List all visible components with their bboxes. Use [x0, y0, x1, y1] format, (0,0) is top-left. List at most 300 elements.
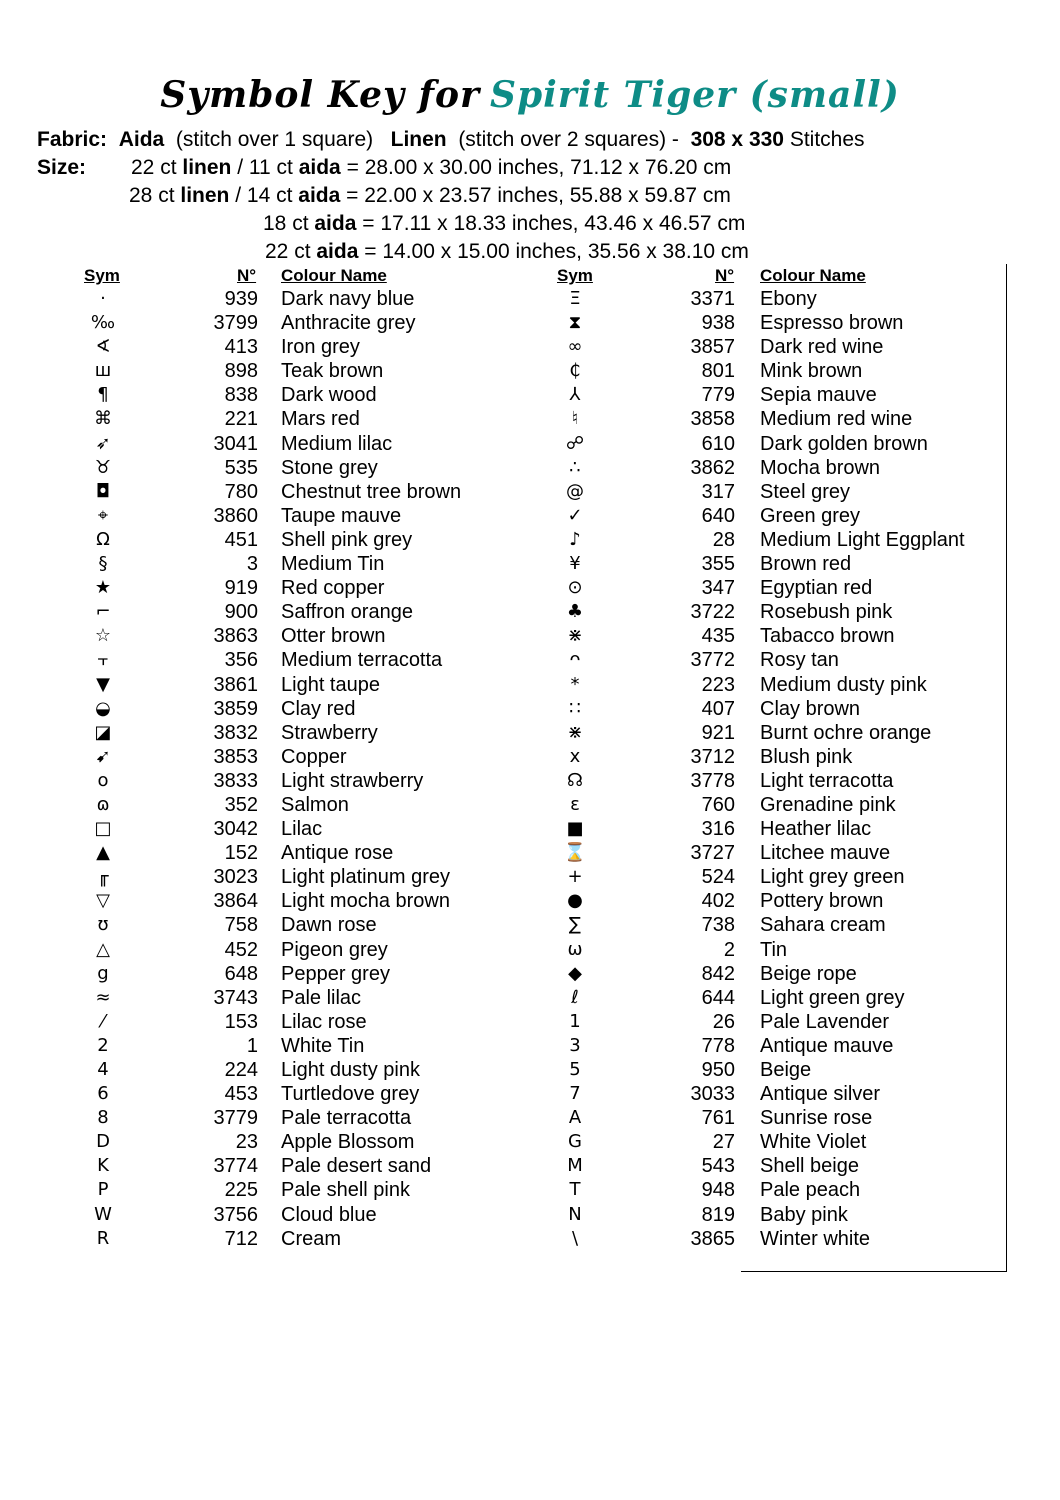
symbol-right: G: [568, 1131, 582, 1153]
table-row: [0, 287, 1060, 311]
symbol-right: 7: [569, 1083, 581, 1105]
number-right: 938: [701, 312, 735, 335]
colour-name-right: Dark red wine: [760, 336, 884, 359]
number-right: 779: [701, 384, 735, 407]
number-right: 819: [701, 1203, 735, 1226]
number-right: 738: [701, 914, 735, 937]
number-left: 3799: [213, 312, 258, 335]
colour-name-right: Brown red: [760, 553, 852, 576]
symbol-right: ⋇: [567, 625, 583, 647]
symbol-right: +: [567, 866, 583, 888]
stitch-count: 308 x 330: [690, 128, 784, 151]
colour-name-right: Antique mauve: [760, 1034, 894, 1057]
colour-name-left: Otter brown: [281, 625, 386, 648]
number-left: 780: [224, 480, 258, 503]
number-right: 3865: [690, 1227, 735, 1250]
table-row: [0, 600, 1060, 624]
colour-name-right: Heather lilac: [760, 818, 872, 841]
symbol-right: ♣: [566, 601, 584, 623]
header-name-right: Colour Name: [760, 266, 866, 285]
number-right: 3778: [690, 769, 735, 792]
symbol-left: ╓: [97, 866, 109, 888]
number-left: 3: [246, 553, 258, 576]
number-right: 317: [701, 480, 735, 503]
symbol-right: ⌛: [563, 842, 587, 864]
number-left: 153: [224, 1010, 258, 1033]
number-right: 402: [701, 890, 735, 913]
number-left: 413: [224, 336, 258, 359]
header-num-right: N°: [715, 266, 735, 285]
symbol-left: ▲: [96, 842, 110, 864]
number-left: 900: [224, 601, 258, 624]
number-right: 543: [701, 1155, 735, 1178]
colour-name-right: Grenadine pink: [760, 793, 896, 816]
number-right: 316: [701, 818, 735, 841]
symbol-left: ∢: [95, 336, 111, 358]
colour-name-left: Strawberry: [281, 721, 378, 744]
colour-name-right: Rosy tan: [760, 649, 839, 672]
number-left: 898: [224, 360, 258, 383]
colour-name-left: Copper: [281, 745, 347, 768]
symbol-right: ■: [566, 818, 584, 840]
number-left: 452: [224, 938, 258, 961]
colour-name-left: Anthracite grey: [281, 312, 416, 335]
number-right: 644: [701, 986, 735, 1009]
table-row: [0, 841, 1060, 865]
colour-name-left: Pepper grey: [281, 962, 390, 985]
colour-name-left: Taupe mauve: [281, 504, 402, 527]
table-row: [0, 359, 1060, 383]
symbol-right: A: [568, 1107, 582, 1129]
number-left: 3859: [213, 697, 258, 720]
number-left: 838: [224, 384, 258, 407]
number-left: 152: [224, 842, 258, 865]
colour-name-right: Pale peach: [760, 1179, 861, 1202]
colour-name-right: Sunrise rose: [760, 1107, 873, 1130]
colour-name-right: Beige: [760, 1059, 812, 1081]
size-line-2: 28 ct linen / 14 ct aida = 22.00 x 23.57 inches, 55.88 x 59.87 cm: [129, 184, 731, 207]
colour-name-left: Medium Tin: [281, 553, 385, 576]
number-left: 3042: [213, 818, 258, 841]
symbol-left: 6: [97, 1083, 109, 1105]
number-right: 801: [701, 360, 735, 383]
colour-name-right: Pale Lavender: [760, 1010, 889, 1033]
number-left: 3864: [213, 890, 258, 913]
colour-name-left: Medium terracotta: [281, 649, 443, 672]
colour-name-left: White Tin: [281, 1034, 365, 1057]
table-row: [0, 745, 1060, 769]
symbol-right: ⧗: [568, 312, 582, 334]
colour-name-right: Clay brown: [760, 697, 861, 720]
size-line-4: 22 ct aida = 14.00 x 15.00 inches, 35.56 x 38.10 cm: [265, 240, 749, 263]
fabric-linen-note: (stitch over 2 squares) -: [458, 128, 679, 151]
number-left: 221: [224, 408, 258, 431]
table-row: [0, 1203, 1060, 1227]
symbol-left: ‰: [90, 312, 116, 334]
table-row: [0, 1058, 1060, 1082]
number-right: 28: [712, 528, 735, 551]
table-row: [0, 624, 1060, 648]
symbol-right: ∑: [568, 914, 582, 936]
header-sym-left: Sym: [84, 266, 120, 285]
number-right: 640: [701, 504, 735, 527]
number-left: 758: [224, 914, 258, 937]
colour-name-right: Green grey: [760, 504, 861, 527]
number-left: 23: [235, 1131, 258, 1154]
colour-name-left: Chestnut tree brown: [281, 480, 462, 503]
table-row: [0, 1130, 1060, 1154]
colour-name-right: Light terracotta: [760, 769, 894, 792]
colour-name-left: Light mocha brown: [281, 890, 450, 913]
number-right: 355: [701, 553, 735, 576]
number-right: 3858: [690, 408, 735, 431]
number-right: 3712: [690, 745, 735, 768]
number-left: 3774: [213, 1155, 258, 1178]
table-row: [0, 576, 1060, 600]
colour-name-right: Espresso brown: [760, 312, 904, 335]
symbol-right: 5: [569, 1059, 581, 1080]
symbol-right: 3: [569, 1034, 581, 1056]
symbol-left: ⫟: [97, 649, 109, 671]
number-left: 3023: [213, 866, 258, 889]
colour-name-left: Turtledove grey: [281, 1083, 420, 1106]
table-right-border: [1006, 264, 1007, 1272]
colour-name-left: Mars red: [281, 408, 360, 431]
symbol-right: ☍: [565, 432, 585, 454]
fabric-aida: Aida: [118, 128, 165, 151]
number-right: 407: [701, 697, 735, 720]
symbol-right: T: [569, 1179, 581, 1201]
table-row: [0, 817, 1060, 841]
number-left: 3041: [213, 432, 258, 455]
symbol-left: ⌐: [95, 601, 111, 623]
number-left: 3833: [213, 769, 258, 792]
symbol-left: ш: [94, 360, 112, 382]
symbol-right: ♪: [569, 528, 581, 550]
header-sym-right: Sym: [557, 266, 593, 285]
colour-name-left: Pale lilac: [281, 986, 362, 1009]
symbol-left: ⁄: [101, 1010, 105, 1032]
symbol-left: ▼: [96, 673, 110, 695]
colour-name-left: Saffron orange: [281, 601, 413, 624]
symbol-right: ε: [570, 793, 580, 815]
colour-name-right: Medium dusty pink: [760, 673, 927, 696]
colour-name-right: Medium red wine: [760, 408, 913, 431]
table-row: [0, 986, 1060, 1010]
number-right: 3862: [690, 456, 735, 479]
colour-name-left: Dark wood: [281, 384, 377, 407]
colour-name-right: Beige rope: [760, 962, 857, 985]
symbol-left: ⌘: [94, 408, 112, 430]
colour-name-right: Mink brown: [760, 360, 863, 383]
symbol-left: o: [97, 769, 109, 791]
symbol-right: ☊: [567, 769, 583, 791]
size-line-3: 18 ct aida = 17.11 x 18.33 inches, 43.46 x 46.57 cm: [263, 212, 746, 235]
table-row: [0, 552, 1060, 576]
number-left: 3860: [213, 504, 258, 527]
number-right: 948: [701, 1179, 735, 1202]
number-left: 3779: [213, 1107, 258, 1130]
colour-name-left: Pale desert sand: [281, 1155, 432, 1178]
symbol-left: ʊ: [97, 914, 109, 936]
symbol-left: ▽: [96, 890, 110, 912]
colour-name-right: Winter white: [760, 1227, 871, 1250]
symbol-left: ɷ: [96, 793, 110, 815]
number-left: 939: [224, 288, 258, 310]
colour-name-left: Iron grey: [281, 336, 360, 359]
symbol-left: K: [97, 1155, 109, 1177]
colour-name-right: Tabacco brown: [760, 625, 895, 648]
symbol-left: 4: [97, 1059, 109, 1080]
symbol-left: W: [94, 1203, 112, 1225]
number-left: 356: [224, 649, 258, 672]
colour-name-right: Rosebush pink: [760, 601, 893, 624]
colour-name-left: Antique rose: [281, 842, 394, 865]
symbol-left: ➹: [95, 745, 111, 767]
symbol-right: ¥: [569, 553, 581, 575]
symbol-right: ♮: [571, 408, 579, 430]
colour-name-right: Light green grey: [760, 986, 905, 1009]
number-right: 778: [701, 1034, 735, 1057]
symbol-left: □: [94, 818, 112, 840]
colour-name-right: Mocha brown: [760, 456, 881, 479]
colour-name-left: Red copper: [281, 577, 385, 600]
number-left: 3832: [213, 721, 258, 744]
symbol-right: ℓ: [571, 986, 579, 1008]
number-left: 919: [224, 577, 258, 600]
colour-name-left: Apple Blossom: [281, 1131, 415, 1154]
colour-name-left: Medium lilac: [281, 432, 393, 455]
number-right: 27: [712, 1131, 735, 1154]
symbol-left: ♉: [94, 456, 112, 478]
number-left: 535: [224, 456, 258, 479]
colour-name-left: Dark navy blue: [281, 288, 415, 310]
number-right: 3772: [690, 649, 735, 672]
number-right: 921: [701, 721, 735, 744]
pattern-name: Spirit Tiger (small): [489, 74, 900, 116]
symbol-right: ◆: [568, 962, 582, 984]
symbol-left: D: [96, 1131, 110, 1153]
number-left: 3756: [213, 1203, 258, 1226]
colour-name-left: Salmon: [281, 793, 349, 816]
symbol-right: ω: [567, 938, 583, 960]
number-left: 225: [224, 1179, 258, 1202]
symbol-left: ⌖: [97, 504, 109, 526]
symbol-left: ◪: [94, 721, 112, 743]
colour-name-left: Teak brown: [281, 360, 384, 383]
number-right: 610: [701, 432, 735, 455]
table-row: [0, 528, 1060, 552]
table-row: [0, 1106, 1060, 1130]
number-right: 524: [701, 866, 735, 889]
colour-name-left: Pale terracotta: [281, 1107, 412, 1130]
symbol-left: ☆: [94, 625, 112, 647]
symbol-right: ●: [567, 890, 583, 912]
stitch-label: Stitches: [789, 128, 865, 151]
colour-name-right: Shell beige: [760, 1155, 859, 1178]
colour-name-right: Medium Light Eggplant: [760, 528, 965, 551]
colour-name-right: Sepia mauve: [760, 384, 877, 407]
number-right: 760: [701, 793, 735, 816]
fabric-aida-note: (stitch over 1 square): [175, 128, 374, 151]
table-bottom-border: [741, 1271, 1007, 1272]
colour-name-left: Clay red: [281, 697, 356, 720]
colour-name-right: Light grey green: [760, 866, 905, 889]
number-left: 712: [224, 1227, 258, 1250]
size-label: Size:: [37, 156, 87, 179]
table-row: [0, 865, 1060, 889]
table-row: [0, 648, 1060, 672]
symbol-left: ★: [94, 577, 112, 599]
table-row: [0, 673, 1060, 697]
symbol-right: *: [570, 673, 580, 695]
colour-name-right: Antique silver: [760, 1083, 881, 1106]
number-right: 3857: [690, 336, 735, 359]
title-prefix: Symbol Key for: [160, 74, 480, 116]
symbol-right: 1: [569, 1010, 581, 1032]
colour-name-left: Lilac: [281, 818, 323, 841]
symbol-left: ◒: [95, 697, 111, 719]
colour-name-left: Light platinum grey: [281, 866, 450, 889]
colour-name-left: Cream: [281, 1227, 342, 1250]
colour-name-left: Lilac rose: [281, 1010, 367, 1033]
colour-name-right: Ebony: [760, 288, 817, 310]
table-row: [0, 769, 1060, 793]
symbol-key-table: [0, 287, 1060, 1251]
number-right: 761: [701, 1107, 735, 1130]
table-row: [0, 407, 1060, 431]
table-row: [0, 480, 1060, 504]
colour-name-right: Tin: [760, 938, 788, 961]
number-right: 3727: [690, 842, 735, 865]
number-right: 435: [701, 625, 735, 648]
colour-name-right: Egyptian red: [760, 577, 873, 600]
colour-name-right: Steel grey: [760, 480, 851, 503]
number-right: 26: [712, 1010, 735, 1033]
symbol-right: M: [567, 1155, 583, 1177]
colour-name-left: Pigeon grey: [281, 938, 388, 961]
table-row: [0, 1227, 1060, 1251]
symbol-left: ≈: [95, 986, 111, 1008]
colour-name-left: Stone grey: [281, 456, 378, 479]
number-left: 3863: [213, 625, 258, 648]
colour-name-right: Litchee mauve: [760, 842, 891, 865]
colour-name-left: Dawn rose: [281, 914, 377, 937]
colour-name-left: Cloud blue: [281, 1203, 377, 1226]
symbol-left: R: [96, 1227, 110, 1249]
size-line-1: 22 ct linen / 11 ct aida = 28.00 x 30.00 inches, 71.12 x 76.20 cm: [131, 156, 732, 179]
table-row: [0, 697, 1060, 721]
table-row: [0, 504, 1060, 528]
symbol-right: x: [569, 745, 581, 767]
symbol-right: N: [568, 1203, 582, 1225]
table-row: [0, 1154, 1060, 1178]
colour-name-left: Shell pink grey: [281, 528, 413, 551]
symbol-left: ➶: [95, 432, 111, 454]
symbol-left: ·: [100, 288, 106, 309]
table-row: [0, 721, 1060, 745]
number-left: 3853: [213, 745, 258, 768]
symbol-left: 8: [97, 1107, 109, 1129]
fabric-linen: Linen: [390, 128, 447, 151]
table-row: [0, 793, 1060, 817]
table-row: [0, 383, 1060, 407]
colour-name-right: Blush pink: [760, 745, 853, 768]
number-left: 453: [224, 1083, 258, 1106]
fabric-line: [37, 126, 865, 154]
symbol-right: ⋇: [567, 721, 583, 743]
number-right: 950: [701, 1059, 735, 1081]
symbol-left: Ω: [96, 528, 110, 550]
colour-name-right: Baby pink: [760, 1203, 848, 1226]
number-left: 3743: [213, 986, 258, 1009]
number-right: 3371: [690, 288, 735, 310]
symbol-right: @: [566, 480, 584, 502]
colour-name-right: Sahara cream: [760, 914, 886, 937]
colour-name-left: Light taupe: [281, 673, 380, 696]
symbol-right: Ξ: [569, 288, 581, 309]
table-row: [0, 335, 1060, 359]
number-right: 3722: [690, 601, 735, 624]
colour-name-right: Burnt ochre orange: [760, 721, 932, 744]
number-right: 2: [723, 938, 735, 961]
colour-name-left: Pale shell pink: [281, 1179, 410, 1202]
number-left: 1: [246, 1034, 258, 1057]
number-right: 3033: [690, 1083, 735, 1106]
number-right: 223: [701, 673, 735, 696]
table-row: [0, 889, 1060, 913]
symbol-right: ✓: [567, 504, 583, 526]
table-row: [0, 962, 1060, 986]
symbol-left: ¶: [97, 384, 109, 406]
symbol-right: ⅄: [569, 384, 581, 406]
table-row: [0, 938, 1060, 962]
table-row: [0, 1082, 1060, 1106]
symbol-right: \: [571, 1227, 579, 1249]
table-row: [0, 1010, 1060, 1034]
colour-name-left: Light strawberry: [281, 769, 424, 792]
symbol-left: g: [97, 962, 109, 984]
number-left: 648: [224, 962, 258, 985]
colour-name-right: Dark golden brown: [760, 432, 928, 455]
table-row: [0, 432, 1060, 456]
symbol-right: ᴖ: [569, 649, 581, 671]
symbol-left: ◘: [95, 480, 111, 502]
symbol-right: ∷: [569, 697, 581, 719]
header-name-left: Colour Name: [281, 266, 387, 285]
symbol-left: §: [98, 553, 108, 575]
symbol-left: P: [97, 1179, 109, 1201]
number-left: 3861: [213, 673, 258, 696]
colour-name-right: White Violet: [760, 1131, 867, 1154]
symbol-right: ⊙: [567, 577, 583, 599]
header-num-left: N°: [237, 266, 257, 285]
table-row: [0, 913, 1060, 937]
table-row: [0, 311, 1060, 335]
symbol-right: ₵: [569, 360, 581, 382]
number-right: 347: [701, 577, 735, 600]
table-row: [0, 456, 1060, 480]
number-left: 352: [224, 793, 258, 816]
symbol-right: ∴: [569, 456, 581, 478]
symbol-right: ∞: [567, 336, 583, 358]
symbol-left: △: [96, 938, 110, 960]
symbol-left: 2: [97, 1034, 109, 1056]
table-row: [0, 1178, 1060, 1202]
fabric-label: Fabric:: [37, 128, 108, 151]
page-title: [0, 74, 1060, 116]
number-left: 451: [224, 528, 258, 551]
